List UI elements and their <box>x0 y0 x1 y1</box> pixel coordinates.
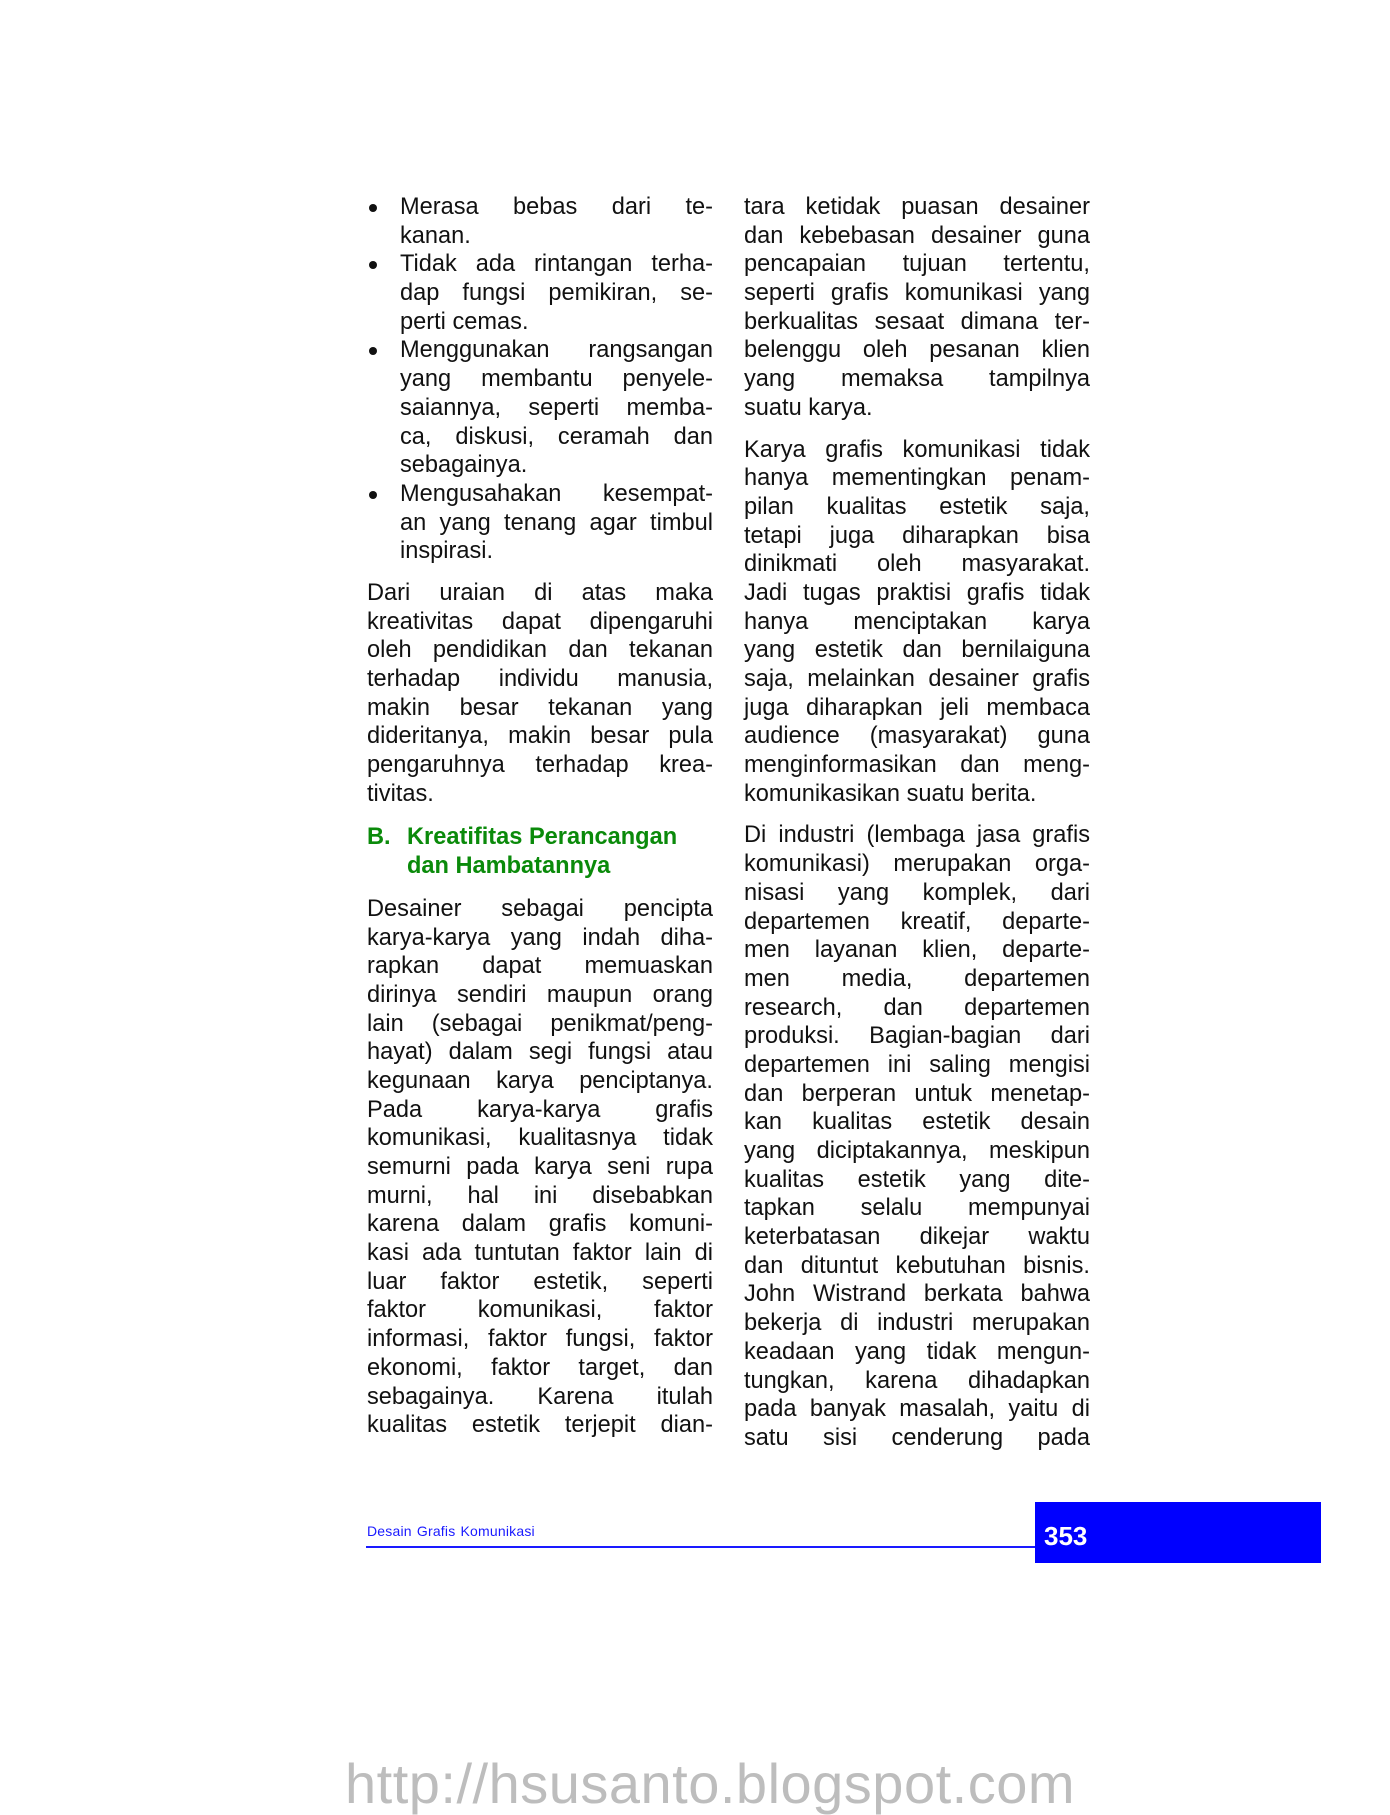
text-line: oleh pendidikan dan tekanan <box>367 637 713 664</box>
text-line: faktor komunikasi, faktor <box>367 1297 713 1324</box>
text-line: bekerja di industri merupakan <box>744 1310 1090 1337</box>
text-line: yang memaksa tampilnya <box>744 366 1090 393</box>
text-line: Tidak ada rintangan terha- <box>400 251 713 278</box>
paragraph-industry <box>744 821 1090 1452</box>
text-line: Dari uraian di atas maka <box>367 579 713 606</box>
text-line: Merasa bebas dari te- <box>400 194 713 220</box>
text-line: tapkan selalu mempunyai <box>744 1195 1090 1222</box>
text-line: produksi. Bagian-bagian dari <box>744 1023 1090 1050</box>
text-line: pilan kualitas estetik saja, <box>744 493 1090 520</box>
text-line: tara ketidak puasan desainer <box>744 194 1090 220</box>
text-line: an yang tenang agar timbul <box>400 509 713 536</box>
bullet-item <box>367 193 713 250</box>
text-line: departemen ini saling mengisi <box>744 1051 1090 1078</box>
text-line: John Wistrand berkata bahwa <box>744 1281 1090 1308</box>
text-line: Menggunakan rangsangan <box>400 337 713 364</box>
text-line: terhadap individu manusia, <box>367 666 713 692</box>
text-line: pengaruhnya terhadap krea- <box>367 752 713 779</box>
text-line: kualitas estetik yang dite- <box>744 1166 1090 1193</box>
running-footer-title: Desain Grafis Komunikasi <box>367 1523 535 1539</box>
text-line: komunikasi, kualitasnya tidak <box>367 1125 713 1152</box>
page-number-box <box>1035 1502 1321 1563</box>
bullet-item <box>367 250 713 336</box>
text-line: inspirasi. <box>400 538 494 565</box>
paragraph-aesthetic-quality <box>744 436 1090 809</box>
text-line: luar faktor estetik, seperti <box>367 1268 713 1295</box>
text-line: dirinya sendiri maupun orang <box>367 981 713 1008</box>
bullet-icon <box>369 261 377 269</box>
text-line: dideritanya, makin besar pula <box>367 723 713 750</box>
text-line: kan kualitas estetik desain <box>744 1109 1090 1136</box>
text-line: satu sisi cenderung pada <box>744 1424 1090 1451</box>
text-line: ekonomi, faktor target, dan <box>367 1354 713 1381</box>
text-line: sebagainya. <box>400 452 528 479</box>
text-line: dap fungsi pemikiran, se- <box>400 280 713 307</box>
text-line: saja, melainkan desainer grafis <box>744 666 1090 692</box>
text-line: lain (sebagai penikmat/peng- <box>367 1010 713 1037</box>
bullet-icon <box>369 347 377 355</box>
text-line: research, dan departemen <box>744 994 1090 1021</box>
text-line: kualitas estetik terjepit dian- <box>367 1412 713 1439</box>
text-line: berkualitas sesaat dimana ter- <box>744 308 1090 335</box>
text-line: pada banyak masalah, yaitu di <box>744 1396 1090 1423</box>
text-line: dan kebebasan desainer guna <box>744 222 1090 249</box>
text-line: Desainer sebagai pencipta <box>367 895 713 922</box>
text-line: sebagainya. Karena itulah <box>367 1383 713 1410</box>
text-line: yang diciptakannya, meskipun <box>744 1138 1090 1164</box>
bullet-item <box>367 336 713 479</box>
heading-line: Kreatifitas Perancangan <box>407 824 678 851</box>
text-line: audience (masyarakat) guna <box>744 723 1090 750</box>
text-line: dinikmati oleh masyarakat. <box>744 551 1090 578</box>
section-number: B. <box>367 824 391 851</box>
watermark-url: http://hsusanto.blogspot.com <box>345 1752 1075 1815</box>
text-line: menginformasikan dan meng- <box>744 752 1090 779</box>
paragraph-spacer <box>744 808 1090 821</box>
text-line: Pada karya-karya grafis <box>367 1096 713 1123</box>
text-line: tungkan, karena dihadapkan <box>744 1367 1090 1394</box>
text-line: Di industri (lembaga jasa grafis <box>744 822 1090 849</box>
text-line: Karya grafis komunikasi tidak <box>744 436 1090 463</box>
text-line: nisasi yang komplek, dari <box>744 879 1090 906</box>
left-column <box>367 193 713 1440</box>
text-line: komunikasikan suatu berita. <box>744 780 1037 807</box>
section-heading <box>367 823 713 880</box>
text-line: tivitas. <box>367 780 434 807</box>
text-line: men layanan klien, departe- <box>744 937 1090 964</box>
text-line: Mengusahakan kesempat- <box>400 480 713 507</box>
text-line: rapkan dapat memuaskan <box>367 953 713 980</box>
paragraph-designer <box>367 895 713 1440</box>
text-line: belenggu oleh pesanan klien <box>744 337 1090 364</box>
text-line: saiannya, seperti memba- <box>400 394 713 421</box>
text-line: pencapaian tujuan tertentu, <box>744 251 1090 278</box>
text-line: makin besar tekanan yang <box>367 694 713 721</box>
text-line: perti cemas. <box>400 308 529 335</box>
text-line: yang estetik dan bernilaiguna <box>744 637 1090 664</box>
text-line: kasi ada tuntutan faktor lain di <box>367 1240 713 1267</box>
text-line: kanan. <box>400 222 471 249</box>
text-line: hanya mementingkan penam- <box>744 465 1090 492</box>
text-line: departemen kreatif, departe- <box>744 908 1090 935</box>
text-line: juga diharapkan jeli membaca <box>744 694 1090 721</box>
text-line: tetapi juga diharapkan bisa <box>744 522 1090 549</box>
text-line: men media, departemen <box>744 965 1090 992</box>
text-line: keadaan yang tidak mengun- <box>744 1338 1090 1365</box>
text-line: seperti grafis komunikasi yang <box>744 280 1090 307</box>
bullet-icon <box>369 491 377 499</box>
text-line: Jadi tugas praktisi grafis tidak <box>744 579 1090 606</box>
bullet-item <box>367 480 713 566</box>
footer-divider <box>366 1546 1036 1548</box>
text-line: informasi, faktor fungsi, faktor <box>367 1326 713 1353</box>
text-line: murni, hal ini disebabkan <box>367 1182 713 1209</box>
text-line: keterbatasan dikejar waktu <box>744 1224 1090 1251</box>
heading-line: dan Hambatannya <box>407 853 611 880</box>
bullet-icon <box>369 204 377 212</box>
text-line: dan berperan untuk menetap- <box>744 1080 1090 1107</box>
paragraph-spacer <box>367 566 713 579</box>
text-line: komunikasi) merupakan orga- <box>744 851 1090 878</box>
text-line: hayat) dalam segi fungsi atau <box>367 1039 713 1066</box>
paragraph-dissatisfaction <box>744 193 1090 423</box>
right-column <box>744 193 1090 1453</box>
text-line: kegunaan karya penciptanya. <box>367 1067 713 1094</box>
paragraph-spacer <box>744 423 1090 436</box>
text-line: hanya menciptakan karya <box>744 608 1090 635</box>
text-line: karya-karya yang indah diha- <box>367 924 713 951</box>
bullet-list <box>367 193 713 566</box>
text-line: kreativitas dapat dipengaruhi <box>367 608 713 635</box>
text-line: dan dituntut kebutuhan bisnis. <box>744 1252 1090 1279</box>
text-line: suatu karya. <box>744 394 873 421</box>
text-line: yang membantu penyele- <box>400 366 713 393</box>
page-number: 353 <box>1044 1521 1088 1551</box>
paragraph-creativity-influence <box>367 579 713 809</box>
text-line: semurni pada karya seni rupa <box>367 1154 713 1180</box>
text-line: ca, diskusi, ceramah dan <box>400 423 713 450</box>
text-line: karena dalam grafis komuni- <box>367 1211 713 1238</box>
